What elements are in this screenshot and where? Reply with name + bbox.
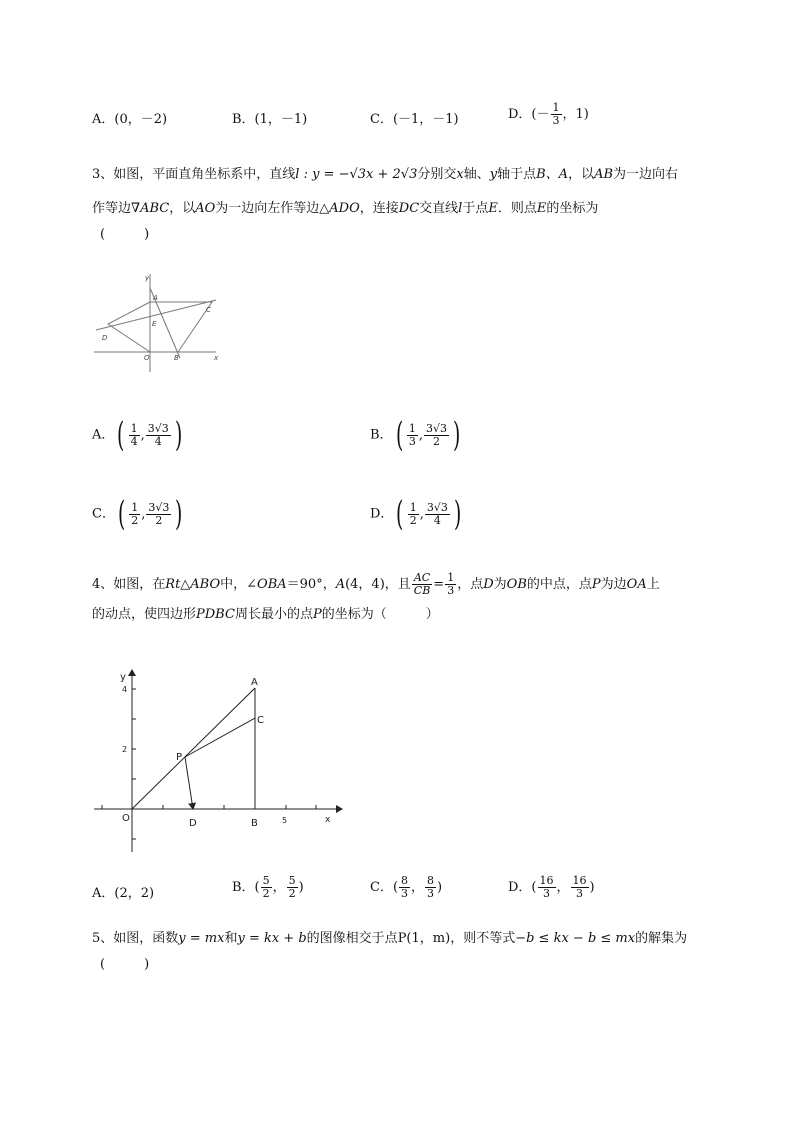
q4-option-b — [232, 875, 304, 900]
q3-num: 1 — [130, 421, 138, 435]
q3-frac-x — [129, 423, 140, 448]
comma: , — [419, 506, 424, 522]
q3-var: E — [536, 201, 547, 216]
q4-b-frac2 — [287, 875, 298, 900]
q5-line1 — [92, 926, 687, 952]
q3-var: AB — [594, 167, 614, 182]
right-paren: ) — [453, 494, 462, 534]
q3-text: 交直线 — [419, 201, 459, 216]
q2-option-b: B．(1，－1) — [232, 112, 308, 127]
q4-c-pre: C．( — [370, 880, 399, 895]
q4-var: PDBC — [196, 607, 235, 622]
q5-answer-blank: ( ) — [100, 957, 150, 972]
q3-frac-y — [425, 502, 450, 527]
q3-label-c: C — [206, 306, 211, 314]
q4-d-n1: 16 — [539, 874, 554, 887]
q3-option-value — [114, 415, 185, 455]
q3-text: 3、如图，平面直角坐标系中，直线 — [92, 167, 296, 182]
q5-eq1: y = mx — [178, 931, 225, 946]
q4-d-close: ) — [589, 880, 595, 895]
q3-den: 2 — [131, 513, 139, 527]
q4-b-n1: 5 — [262, 874, 270, 887]
q4-b-d1: 2 — [262, 887, 270, 900]
q3-var: E — [488, 201, 498, 216]
left-paren: ( — [117, 494, 126, 534]
q3-option-value — [393, 494, 464, 534]
q4-text: 4、如图，在 — [92, 577, 166, 592]
q3-var: l — [458, 201, 463, 216]
q3-var: ADO — [329, 201, 360, 216]
q3-text: 的坐标为 — [546, 201, 599, 216]
q2-d-frac — [551, 102, 562, 127]
q4-label-y: y — [120, 672, 126, 683]
q2-d-suffix: ，1) — [562, 107, 589, 122]
q3-den: 2 — [409, 513, 417, 527]
q4-b-frac1 — [261, 875, 272, 900]
q4-tick-4: 4 — [122, 685, 128, 694]
q4-frac2-num: 1 — [447, 571, 455, 584]
q3-text: ，以 — [568, 167, 595, 182]
q4-option-a: A．(2，2) — [92, 886, 155, 901]
q3-label-d: D — [102, 334, 108, 342]
q4-line2 — [92, 602, 439, 628]
q3-line2 — [92, 196, 598, 222]
q3-option-value — [115, 494, 186, 534]
q4-d-d1: 3 — [543, 887, 550, 900]
q4-text: 的动点，使四边形 — [92, 607, 197, 622]
q4-label-x: x — [325, 815, 331, 825]
q2-d-num: 1 — [552, 101, 560, 114]
q3-text: 为一边向左作等边△ — [215, 201, 330, 216]
q3-var: y — [489, 167, 498, 182]
q4-text: 上 — [646, 577, 660, 592]
q4-label-c: C — [257, 715, 264, 726]
q3-option-b — [370, 415, 463, 455]
right-paren: ) — [452, 415, 461, 455]
q4-line1 — [92, 572, 660, 598]
q3-text: 分别交 — [417, 167, 457, 182]
q3-num: 3√3 — [425, 421, 447, 435]
q4-d-n2: 16 — [572, 874, 587, 887]
q4-text: (4，4)，且 — [345, 577, 411, 592]
q4-var: OB — [506, 577, 527, 592]
q4-label-b: B — [251, 818, 258, 829]
right-paren: ) — [174, 415, 183, 455]
q4-option-d — [508, 875, 595, 900]
q4-var: P — [312, 607, 322, 622]
q3-num: 1 — [409, 500, 417, 514]
q4-frac2-den: 3 — [447, 584, 455, 597]
q3-figure — [92, 268, 222, 374]
comma: , — [141, 506, 146, 522]
q4-d-comma: ， — [556, 880, 570, 895]
q4-segment-oa — [132, 688, 255, 809]
q4-text: 为 — [493, 577, 507, 592]
q4-eq: = — [433, 577, 445, 592]
q3-option-value — [393, 415, 464, 455]
q3-text: 作等边∇ — [92, 201, 141, 216]
q3-option-label: C． — [92, 506, 115, 522]
q4-c-comma: ， — [411, 880, 425, 895]
q4-tick-5: 5 — [282, 816, 288, 825]
q4-frac-num: AC — [413, 571, 431, 584]
q3-line-equation: l : y = −√3x + 2√3 — [295, 167, 418, 182]
q4-frac-den: CB — [413, 584, 431, 597]
q4-c-frac2 — [425, 875, 436, 900]
q3-frac-y — [146, 423, 171, 448]
q4-option-c — [370, 875, 442, 900]
q3-var: x — [456, 167, 464, 182]
q4-c-n2: 8 — [427, 874, 435, 887]
q4-var: OA — [626, 577, 647, 592]
comma: , — [418, 427, 423, 443]
q4-d-frac1 — [538, 875, 556, 900]
q4-label-d: D — [189, 818, 197, 829]
q4-c-d2: 3 — [427, 887, 435, 900]
q4-tick-2: 2 — [122, 745, 128, 754]
q3-num: 3√3 — [147, 421, 169, 435]
q3-text: 为一边向右 — [613, 167, 679, 182]
q4-frac-ac-cb — [412, 572, 433, 597]
q3-den: 2 — [155, 513, 163, 527]
q3-text: 轴于点 — [497, 167, 537, 182]
q4-var: OBA — [257, 577, 287, 592]
q4-c-d1: 3 — [401, 887, 409, 900]
q3-option-label: A． — [92, 427, 115, 443]
left-paren: ( — [117, 415, 125, 455]
q5-text: 的解集为 — [635, 931, 688, 946]
q3-var: DC — [398, 201, 420, 216]
q4-var: D — [483, 577, 494, 592]
q3-den: 4 — [130, 434, 138, 448]
q4-c-frac1 — [399, 875, 410, 900]
q4-text: 的中点，点 — [526, 577, 592, 592]
comma: , — [140, 427, 145, 443]
q5-eq2: y = kx + b — [237, 931, 307, 946]
q4-figure — [92, 662, 352, 858]
q4-text: 中，∠ — [220, 577, 258, 592]
left-paren: ( — [396, 494, 404, 534]
q3-option-c — [92, 494, 186, 534]
q4-b-n2: 5 — [288, 874, 296, 887]
q3-label-b: B — [174, 354, 179, 362]
q3-answer-blank: ( ) — [100, 227, 150, 242]
q4-b-pre: B．( — [232, 880, 260, 895]
q3-text: ，连接 — [359, 201, 399, 216]
q3-label-x: x — [214, 354, 219, 362]
q3-label-y: y — [145, 274, 150, 282]
q5-text: ，则不等式 — [450, 931, 516, 946]
q3-text: 于点 — [462, 201, 489, 216]
q2-option-a: A．(0，－2) — [92, 112, 168, 127]
q3-frac-x — [407, 423, 418, 448]
q4-b-comma: ， — [272, 880, 286, 895]
q4-var: Rt△ABO — [165, 577, 221, 592]
q3-frac-x — [129, 502, 140, 527]
q4-segment-pc — [185, 718, 255, 757]
left-paren: ( — [395, 415, 403, 455]
q3-text: 轴、 — [463, 167, 490, 182]
q3-label-a: A — [153, 294, 158, 302]
q4-c-close: ) — [437, 880, 443, 895]
q3-num: 3√3 — [426, 500, 448, 514]
q3-den: 3 — [408, 434, 416, 448]
q4-var: A — [335, 577, 346, 592]
q5-text: 5、如图，函数 — [92, 931, 179, 946]
q3-option-d — [370, 494, 464, 534]
q5-inequality: −b ≤ kx − b ≤ mx — [515, 931, 636, 946]
q4-d-d2: 3 — [576, 887, 584, 900]
q4-c-n1: 8 — [401, 874, 409, 887]
q3-den: 4 — [154, 434, 162, 448]
q4-label-p: P — [176, 752, 183, 763]
q2-d-prefix: D．(－ — [508, 107, 550, 122]
q4-d-frac2 — [571, 875, 589, 900]
q4-var: P — [591, 577, 601, 592]
q4-b-close: ) — [298, 880, 304, 895]
q3-line1 — [92, 162, 678, 188]
q4-d-pre: D．( — [508, 880, 537, 895]
q4-b-d2: 2 — [288, 887, 296, 900]
q3-label-e: E — [152, 320, 157, 328]
q3-num: 1 — [131, 500, 139, 514]
q3-text: ．则点 — [497, 201, 537, 216]
q3-num: 1 — [408, 421, 416, 435]
q3-frac-x — [408, 502, 419, 527]
q3-num: 3√3 — [148, 500, 170, 514]
q3-label-o: O — [144, 354, 150, 362]
q5-point: P(1，m) — [397, 931, 451, 946]
q3-var: AO — [195, 201, 216, 216]
q4-text: 的坐标为（ ） — [321, 607, 439, 622]
q3-frac-y — [424, 423, 449, 448]
q3-option-label: D． — [370, 506, 394, 522]
q4-text: 为边 — [600, 577, 627, 592]
q3-var: ABC — [140, 201, 170, 216]
q4-text: 周长最小的点 — [234, 607, 313, 622]
q4-text: ＝90°， — [286, 577, 336, 592]
q2-option-c: C．(－1，－1) — [370, 112, 459, 127]
q4-label-o: O — [122, 813, 130, 824]
q4-frac-one-third — [445, 572, 456, 597]
right-paren: ) — [175, 494, 183, 534]
q2-option-d — [508, 102, 589, 127]
q4-label-a: A — [251, 677, 258, 688]
q3-frac-y — [146, 502, 171, 527]
q3-option-a — [92, 415, 185, 455]
q3-text: ，以 — [169, 201, 196, 216]
q4-segment-pd — [185, 757, 193, 809]
q5-text: 的图像相交于点 — [306, 931, 398, 946]
q3-den: 4 — [433, 513, 441, 527]
q4-text: ，点 — [457, 577, 484, 592]
q2-d-den: 3 — [552, 114, 560, 127]
q3-den: 2 — [432, 434, 440, 448]
q3-option-label: B． — [370, 427, 393, 443]
q5-text: 和 — [224, 931, 238, 946]
q3-var: B、A — [536, 167, 569, 182]
q3-triangle-ado — [108, 302, 150, 352]
